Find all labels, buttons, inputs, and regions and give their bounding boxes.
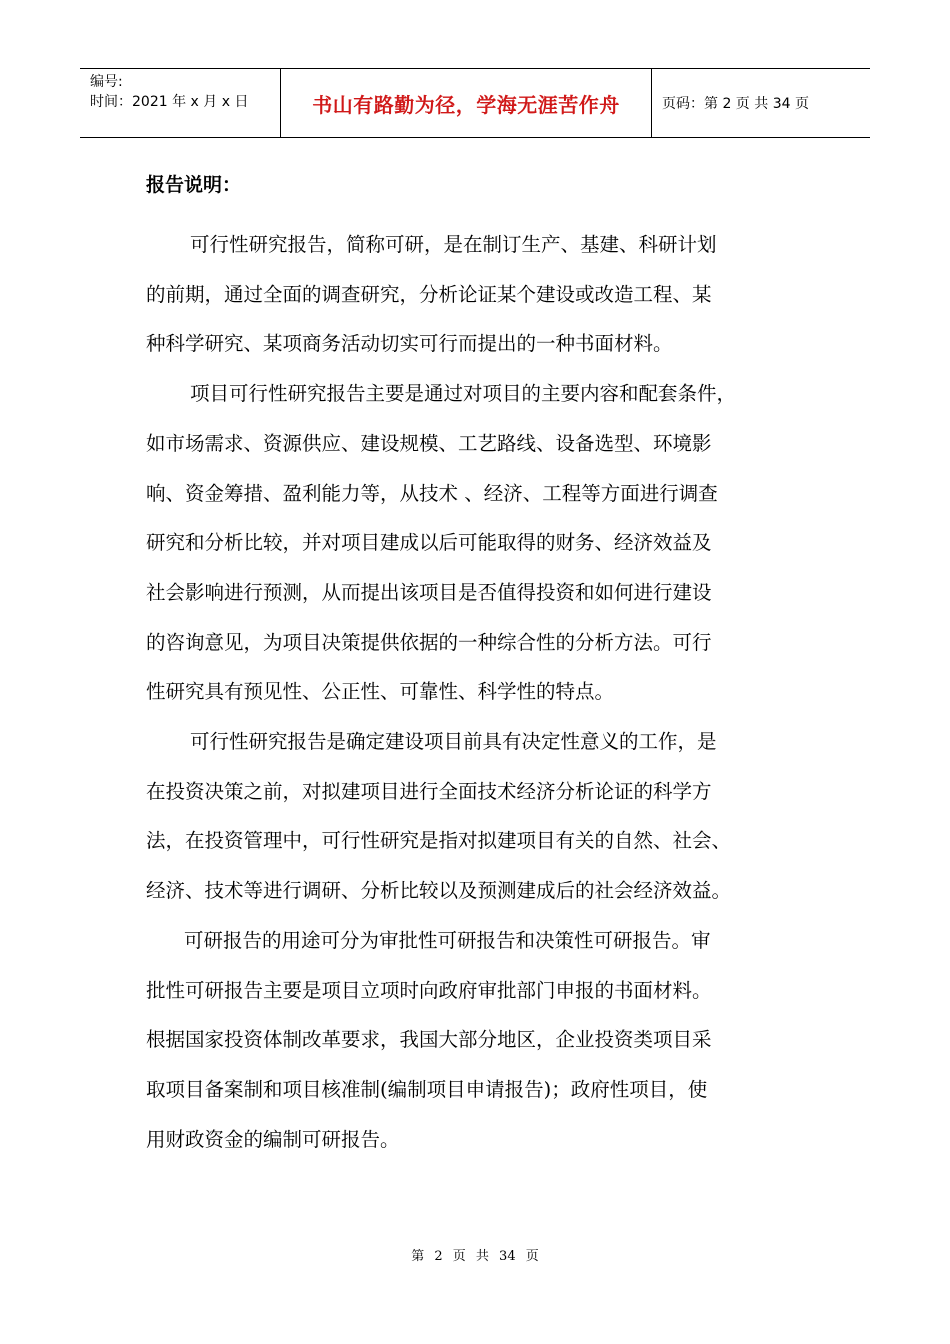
page-header: [80, 68, 870, 138]
paragraph-line: 研究和分析比较，并对项目建成以后可能取得的财务、经济效益及: [146, 531, 712, 555]
document-date-label: 时间：2021 年 x 月 x 日: [90, 94, 249, 110]
paragraph-line: 如市场需求、资源供应、建设规模、工艺路线、设备选型、环境影: [146, 431, 712, 455]
paragraph-line: 的前期，通过全面的调查研究，分析论证某个建设或改造工程、某: [146, 282, 712, 306]
paragraph-4: [146, 916, 812, 1165]
paragraph-line: 的咨询意见，为项目决策提供依据的一种综合性的分析方法。可行: [146, 630, 712, 654]
page-footer: [0, 1245, 950, 1264]
paragraph-3: [146, 717, 812, 916]
paragraph-line: 取项目备案制和项目核准制(编制项目申请报告)；政府性项目，使: [146, 1077, 708, 1101]
header-motto: 书山有路勤为径，学海无涯苦作舟: [312, 92, 620, 117]
footer-page-number: 第 2 页 共 34 页: [411, 1249, 539, 1264]
document-body: [146, 170, 812, 1164]
paragraph-line: 可行性研究报告是确定建设项目前具有决定性意义的工作，是: [190, 730, 717, 754]
paragraph-1: [146, 220, 812, 369]
header-page-cell: [652, 69, 870, 137]
section-heading: 报告说明：: [146, 174, 242, 196]
paragraph-line: 可研报告的用途可分为审批性可研报告和决策性可研报告。审: [184, 928, 711, 952]
paragraph-line: 根据国家投资体制改革要求，我国大部分地区，企业投资类项目采: [146, 1028, 712, 1052]
header-motto-cell: [280, 69, 652, 137]
header-meta: [80, 69, 280, 137]
paragraph-line: 法，在投资管理中，可行性研究是指对拟建项目有关的自然、社会、: [146, 829, 732, 853]
paragraph-line: 批性可研报告主要是项目立项时向政府审批部门申报的书面材料。: [146, 978, 712, 1002]
paragraph-line: 性研究具有预见性、公正性、可靠性、科学性的特点。: [146, 680, 615, 704]
paragraph-2: [146, 369, 812, 717]
document-number-label: 编号:: [90, 74, 123, 90]
paragraph-line: 在投资决策之前，对拟建项目进行全面技术经济分析论证的科学方: [146, 779, 712, 803]
paragraph-line: 响、资金筹措、盈利能力等，从技术 、经济、工程等方面进行调查: [146, 481, 718, 505]
paragraph-line: 用财政资金的编制可研报告。: [146, 1127, 400, 1151]
paragraph-line: 种科学研究、某项商务活动切实可行而提出的一种书面材料。: [146, 332, 673, 356]
paragraph-line: 项目可行性研究报告主要是通过对项目的主要内容和配套条件，: [190, 382, 737, 406]
paragraph-line: 社会影响进行预测，从而提出该项目是否值得投资和如何进行建设: [146, 580, 712, 604]
paragraph-line: 可行性研究报告，简称可研，是在制订生产、基建、科研计划: [190, 233, 717, 256]
header-page-label: 页码：第 2 页 共 34 页: [662, 96, 809, 112]
paragraph-line: 经济、技术等进行调研、分析比较以及预测建成后的社会经济效益。: [146, 879, 732, 903]
